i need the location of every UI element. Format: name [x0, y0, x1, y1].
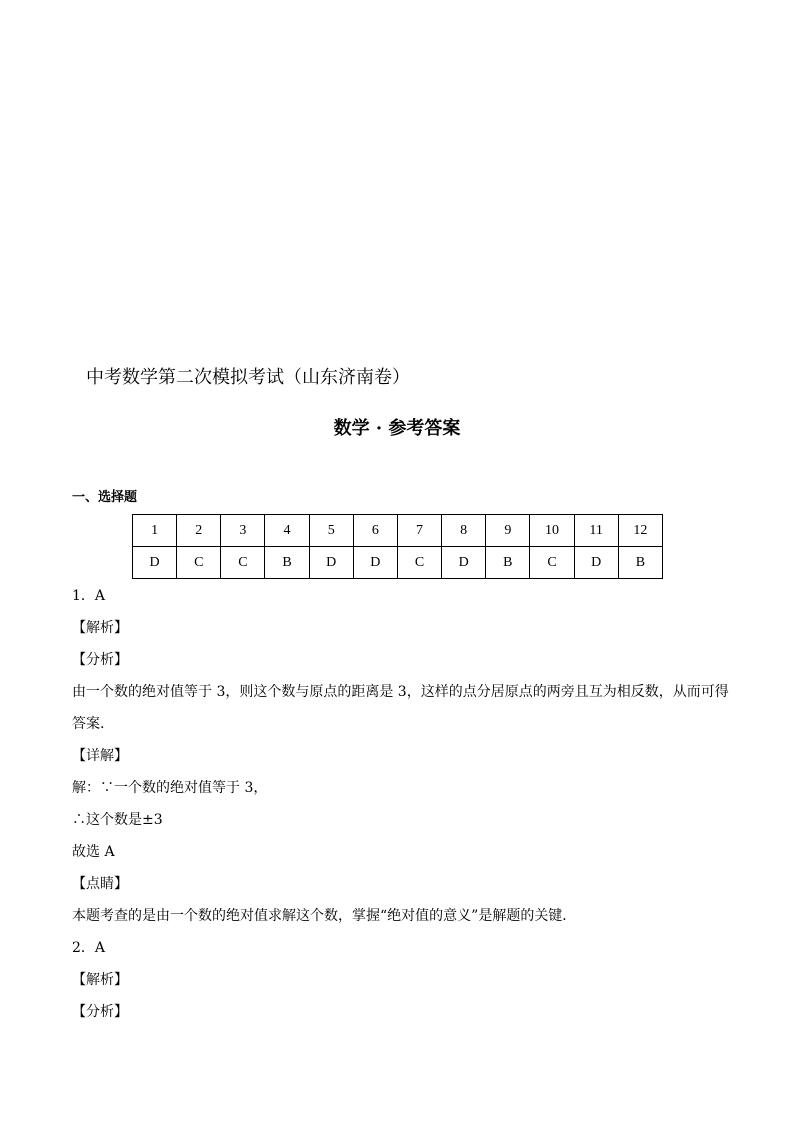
- analysis-paragraph: 由一个数的绝对值等于 3，则这个数与原点的距离是 3，这样的点分居原点的两旁且互为相反数，从而可得答案.: [72, 684, 729, 732]
- detail-line: 故选 A: [72, 844, 115, 860]
- solution-header: 2．A: [72, 940, 106, 956]
- answer-table-number-row: [133, 515, 663, 547]
- question-number-cell: 10: [530, 515, 574, 547]
- answer-cell: C: [221, 547, 265, 579]
- answer-cell: C: [397, 547, 441, 579]
- detail-line: 解：∵一个数的绝对值等于 3，: [72, 780, 268, 796]
- answer-cell: D: [309, 547, 353, 579]
- answer-cell: C: [530, 547, 574, 579]
- question-number-cell: 8: [442, 515, 486, 547]
- document-title: 中考数学第二次模拟考试（山东济南卷）: [86, 367, 410, 388]
- detail-line: ∴这个数是±3: [72, 812, 163, 828]
- tag-jiexi: 【解析】: [72, 972, 128, 988]
- section-heading-choice: 一、选择题: [72, 490, 138, 505]
- question-number-cell: 11: [574, 515, 618, 547]
- tag-fenxi: 【分析】: [72, 1004, 128, 1020]
- question-number-cell: 3: [221, 515, 265, 547]
- solution-header: 1．A: [72, 588, 106, 604]
- tag-jiexi: 【解析】: [72, 620, 128, 636]
- question-number-cell: 1: [133, 515, 177, 547]
- comment-paragraph: 本题考查的是由一个数的绝对值求解这个数，掌握“绝对值的意义”是解题的关键．: [72, 908, 577, 924]
- answer-cell: D: [133, 547, 177, 579]
- answer-cell: D: [353, 547, 397, 579]
- answer-table: [132, 514, 663, 579]
- answer-table-answer-row: [133, 547, 663, 579]
- question-number-cell: 7: [397, 515, 441, 547]
- question-number-cell: 5: [309, 515, 353, 547]
- question-number-cell: 2: [177, 515, 221, 547]
- question-number-cell: 9: [486, 515, 530, 547]
- tag-fenxi: 【分析】: [72, 652, 128, 668]
- tag-dianjing: 【点睛】: [72, 876, 128, 892]
- question-number-cell: 4: [265, 515, 309, 547]
- answer-cell: C: [177, 547, 221, 579]
- answer-cell: D: [574, 547, 618, 579]
- question-number-cell: 6: [353, 515, 397, 547]
- answer-cell: B: [618, 547, 662, 579]
- tag-xiangjie: 【详解】: [72, 748, 128, 764]
- answer-cell: B: [265, 547, 309, 579]
- answer-cell: B: [486, 547, 530, 579]
- question-number-cell: 12: [618, 515, 662, 547]
- solutions-body: [72, 580, 732, 1028]
- answer-cell: D: [442, 547, 486, 579]
- document-subtitle: 数学 · 参考答案: [333, 418, 461, 439]
